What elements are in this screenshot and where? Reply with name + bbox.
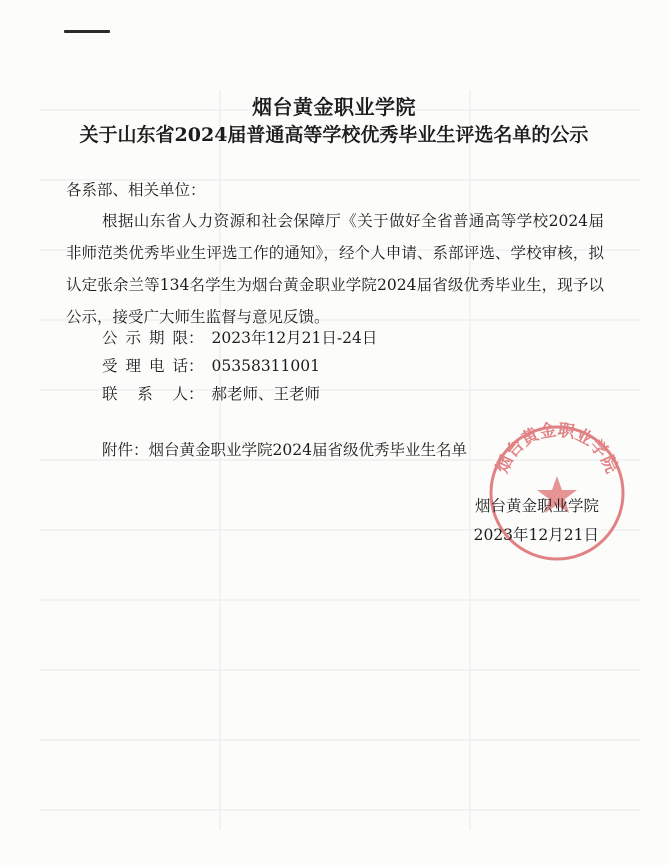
info-phone-label: 受理电话 xyxy=(102,357,188,375)
official-seal-stamp xyxy=(482,418,632,568)
info-period-value: 2023年12月21日-24日 xyxy=(211,329,378,347)
info-phone-separator: ： xyxy=(188,357,204,375)
info-contact-value: 郝老师、王老师 xyxy=(211,385,321,403)
document-title-subject: 关于山东省2024届普通高等学校优秀毕业生评选名单的公示 xyxy=(79,124,589,146)
seal-text: 烟台黄金职业学院 xyxy=(492,420,622,477)
info-phone xyxy=(102,354,320,376)
info-contact-label: 联系人 xyxy=(102,385,188,403)
signature-organization: 烟台黄金职业学院 xyxy=(474,497,599,515)
attachment-line: 附件：烟台黄金职业学院2024届省级优秀毕业生名单 xyxy=(102,441,467,459)
info-phone-value: 05358311001 xyxy=(211,357,320,375)
document-title-org: 烟台黄金职业学院 xyxy=(252,95,416,119)
punch-mark xyxy=(64,30,110,33)
info-contact-separator: ： xyxy=(188,385,204,403)
info-period-separator: ： xyxy=(188,329,204,347)
info-period xyxy=(102,326,377,348)
info-contact xyxy=(102,382,320,404)
salutation: 各系部、相关单位： xyxy=(66,181,206,199)
info-period-label: 公示期限 xyxy=(102,329,188,347)
signature-date: 2023年12月21日 xyxy=(473,526,599,544)
body-paragraph: 根据山东省人力资源和社会保障厅《关于做好全省普通高等学校2024届非师范类优秀毕业生评选工作的通知》，经个人申请、系部评选、学校审核，拟认定张余兰等134名学生为烟台黄金职业学院2024届省级优秀毕业生，现予以公示，接受广大师生监督与意见反馈。 xyxy=(66,212,604,326)
